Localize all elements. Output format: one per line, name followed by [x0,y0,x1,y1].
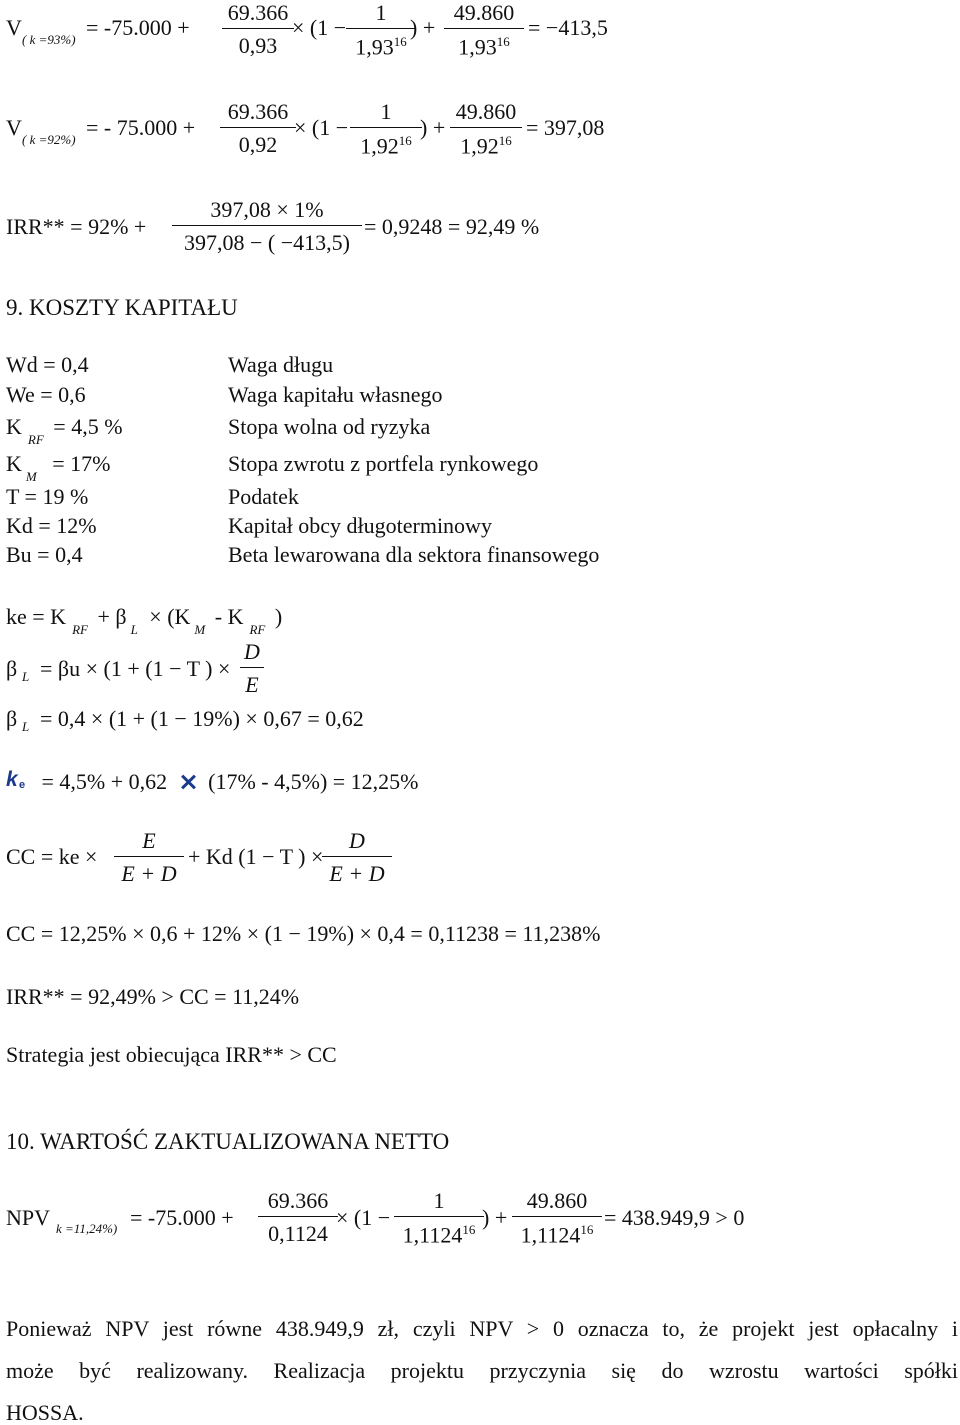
fraction-49860-over-193pow16: 49.860 1,93$^{16}$ [444,2,524,58]
param-desc-kd: Kapitał obcy długoterminowy [228,513,492,538]
fraction-49860-over-192pow16: 49.860 1,92$^{16}$ [450,101,522,157]
irr-vs-cc-comparison: IRR** = 92,49% > CC = 11,24% [6,984,300,1009]
fraction-1-over-193pow16: 1 1,93$^{16}$ [346,2,416,58]
conclusion-line-1: Ponieważ NPV jest równe 438.949,9 zł, czyli NPV > 0 oznacza to, że projekt jest opłacalny i [6,1316,958,1341]
cc-middle-term: + Kd (1 − T ) × [188,844,324,869]
param-desc-km: Stopa zwrotu z portfela rynkowego [228,451,539,476]
ke-symbol-image: k e [6,768,26,791]
equation-ke-calculation: k e = 4,5% + 0,62 (17% - 4,5%) = 12,25% [6,768,419,794]
npv-symbol: NPV [6,1205,51,1230]
param-desc-wd: Waga długu [228,352,334,377]
equation-cc-calculation: CC = 12,25% × 0,6 + 12% × (1 − 19%) × 0,4 = 0,11238 = 11,238% [6,921,601,946]
param-key-kd: Kd = 12% [6,513,97,538]
beta-symbol: β [6,656,18,681]
fraction-1-over-192pow16: 1 1,92$^{16}$ [350,101,422,157]
strategy-statement: Strategia jest obiecująca IRR** > CC [6,1042,337,1067]
section-10-heading: 10. WARTOŚĆ ZAKTUALIZOWANA NETTO [6,1129,450,1154]
param-desc-t: Podatek [228,484,299,509]
beta-numeric-body: = 0,4 × (1 + (1 − 19%) × 0,67 = 0,62 [40,706,364,731]
section-9-heading: 9. KOSZTY KAPITAŁU [6,295,238,320]
npv-constant-term: = -75.000 + [130,1205,234,1230]
conclusion-line-3: HOSSA. [6,1400,84,1425]
beta-subscript: L [22,719,30,734]
param-desc-bu: Beta lewarowana dla sektora finansowego [228,542,600,567]
param-key-krf: $K_{RF} = 4,5$ % [6,414,123,447]
irr-lhs: IRR** = 92% + [6,214,147,239]
fraction-e-over-e-plus-d: E E + D [114,830,184,885]
times-open: × (1 − [294,115,349,140]
beta-formula-body: = βu × (1 + (1 − T ) × [40,656,231,681]
param-desc-we: Waga kapitału własnego [228,382,443,407]
v-subscript: ( k =92%) [22,132,76,147]
npv-subscript: k =11,24%) [56,1221,118,1236]
fraction-49860-over-11124pow16: 49.860 1,1124$^{16}$ [512,1190,602,1246]
times-open: × (1 − [336,1205,391,1230]
param-key-we: We = 0,6 [6,382,86,407]
irr-fraction: 397,08 × 1% 397,08 − ( −413,5) [172,199,362,254]
fraction-69366-092: 69.366 0,92 [220,101,296,156]
close-plus: ) + [482,1205,508,1230]
param-key-km: $K_M = 17\%$ [6,451,111,484]
close-plus: ) + [420,115,446,140]
v-subscript: ( k =93%) [22,32,76,47]
cc-lhs: CC = ke × [6,844,98,869]
v-constant-term: = -75.000 + [86,15,190,40]
fraction-d-over-e: D E [240,641,264,696]
fraction-69366-093: 69.366 0,93 [222,2,294,57]
param-desc-krf: Stopa wolna od ryzyka [228,414,431,439]
close-plus: ) + [410,15,436,40]
v-symbol: V [6,115,22,140]
fraction-d-over-e-plus-d: D E + D [322,830,392,885]
npv-result: = 438.949,9 > 0 [604,1205,745,1230]
conclusion-line-2: może być realizowany. Realizacja projektu przyczynia się do wzrostu wartości spółki [6,1358,958,1383]
param-key-t: T = 19 % [6,484,89,509]
equation-ke-formula: ke = $K_{RF} + \beta_L \times (K_M - K_{RF}$ ) [6,604,283,637]
v-result: = −413,5 [528,15,608,40]
beta-subscript: L [22,669,30,684]
fraction-69366-01124: 69.366 0,1124 [258,1190,338,1245]
param-key-bu: Bu = 0,4 [6,542,83,567]
v-result: = 397,08 [526,115,605,140]
fraction-1-over-11124pow16: 1 1,1124$^{16}$ [394,1190,484,1246]
beta-symbol: β [6,706,18,731]
param-key-wd: Wd = 0,4 [6,352,89,377]
v-symbol: V [6,15,22,40]
times-open: × (1 − [292,15,347,40]
v-constant-term: = - 75.000 + [86,115,196,140]
irr-result: = 0,9248 = 92,49 % [364,214,540,239]
multiply-icon [179,773,197,791]
